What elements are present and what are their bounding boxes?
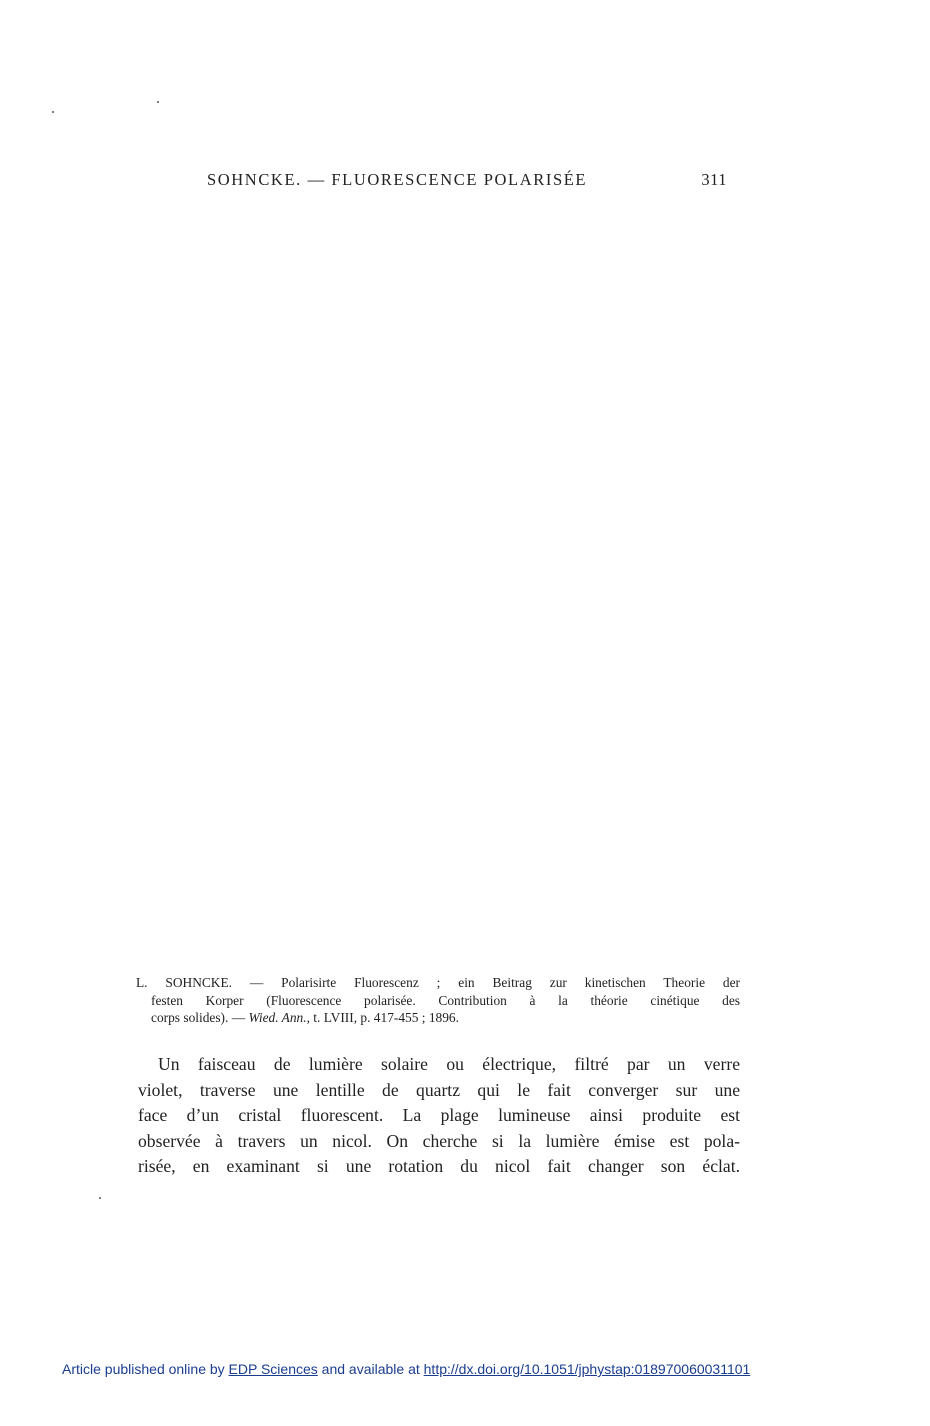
scan-speck xyxy=(157,101,159,103)
reference-line: L. SOHNCKE. — Polarisirte Fluorescenz ; ein Beitrag zur kinetischen Theorie der xyxy=(136,975,740,990)
footer-text: and available at xyxy=(317,1361,424,1377)
reference-line: festen Korper (Fluorescence polarisée. Contribution à la théorie cinétique des xyxy=(151,992,740,1008)
reference-line xyxy=(136,1009,740,1027)
running-title: SOHNCKE. — FLUORESCENCE POLARISÉE xyxy=(207,170,588,189)
publication-footer xyxy=(62,1361,750,1377)
reference-text: , t. LVIII, p. 417-455 ; 1896. xyxy=(306,1010,459,1025)
footer-text: Article published online by xyxy=(62,1361,229,1377)
running-header xyxy=(207,170,727,192)
paragraph-line: observée à travers un nicol. On cherche si la lumière émise est pola- xyxy=(138,1130,740,1151)
journal-name: Wied. Ann. xyxy=(248,1010,307,1025)
article-paragraph xyxy=(138,1052,740,1180)
paragraph-line: face d’un cristal fluorescent. La plage lumineuse ainsi produite est xyxy=(138,1105,740,1125)
paragraph-line: violet, traverse une lentille de quartz qui le fait converger sur une xyxy=(138,1079,740,1100)
reference-text: corps solides). — xyxy=(151,1010,249,1025)
paragraph-line: Un faisceau de lumière solaire ou électrique, filtré par un verre xyxy=(158,1054,740,1074)
publisher-link[interactable]: EDP Sciences xyxy=(228,1361,318,1377)
bibliographic-reference xyxy=(136,974,740,1027)
doi-link[interactable]: http://dx.doi.org/10.1051/jphystap:018970060031101 xyxy=(423,1361,751,1377)
scan-speck xyxy=(99,1197,101,1199)
scan-speck xyxy=(52,111,54,113)
paragraph-line: risée, en examinant si une rotation du nicol fait changer son éclat. xyxy=(138,1156,740,1176)
page-number: 311 xyxy=(701,170,727,189)
